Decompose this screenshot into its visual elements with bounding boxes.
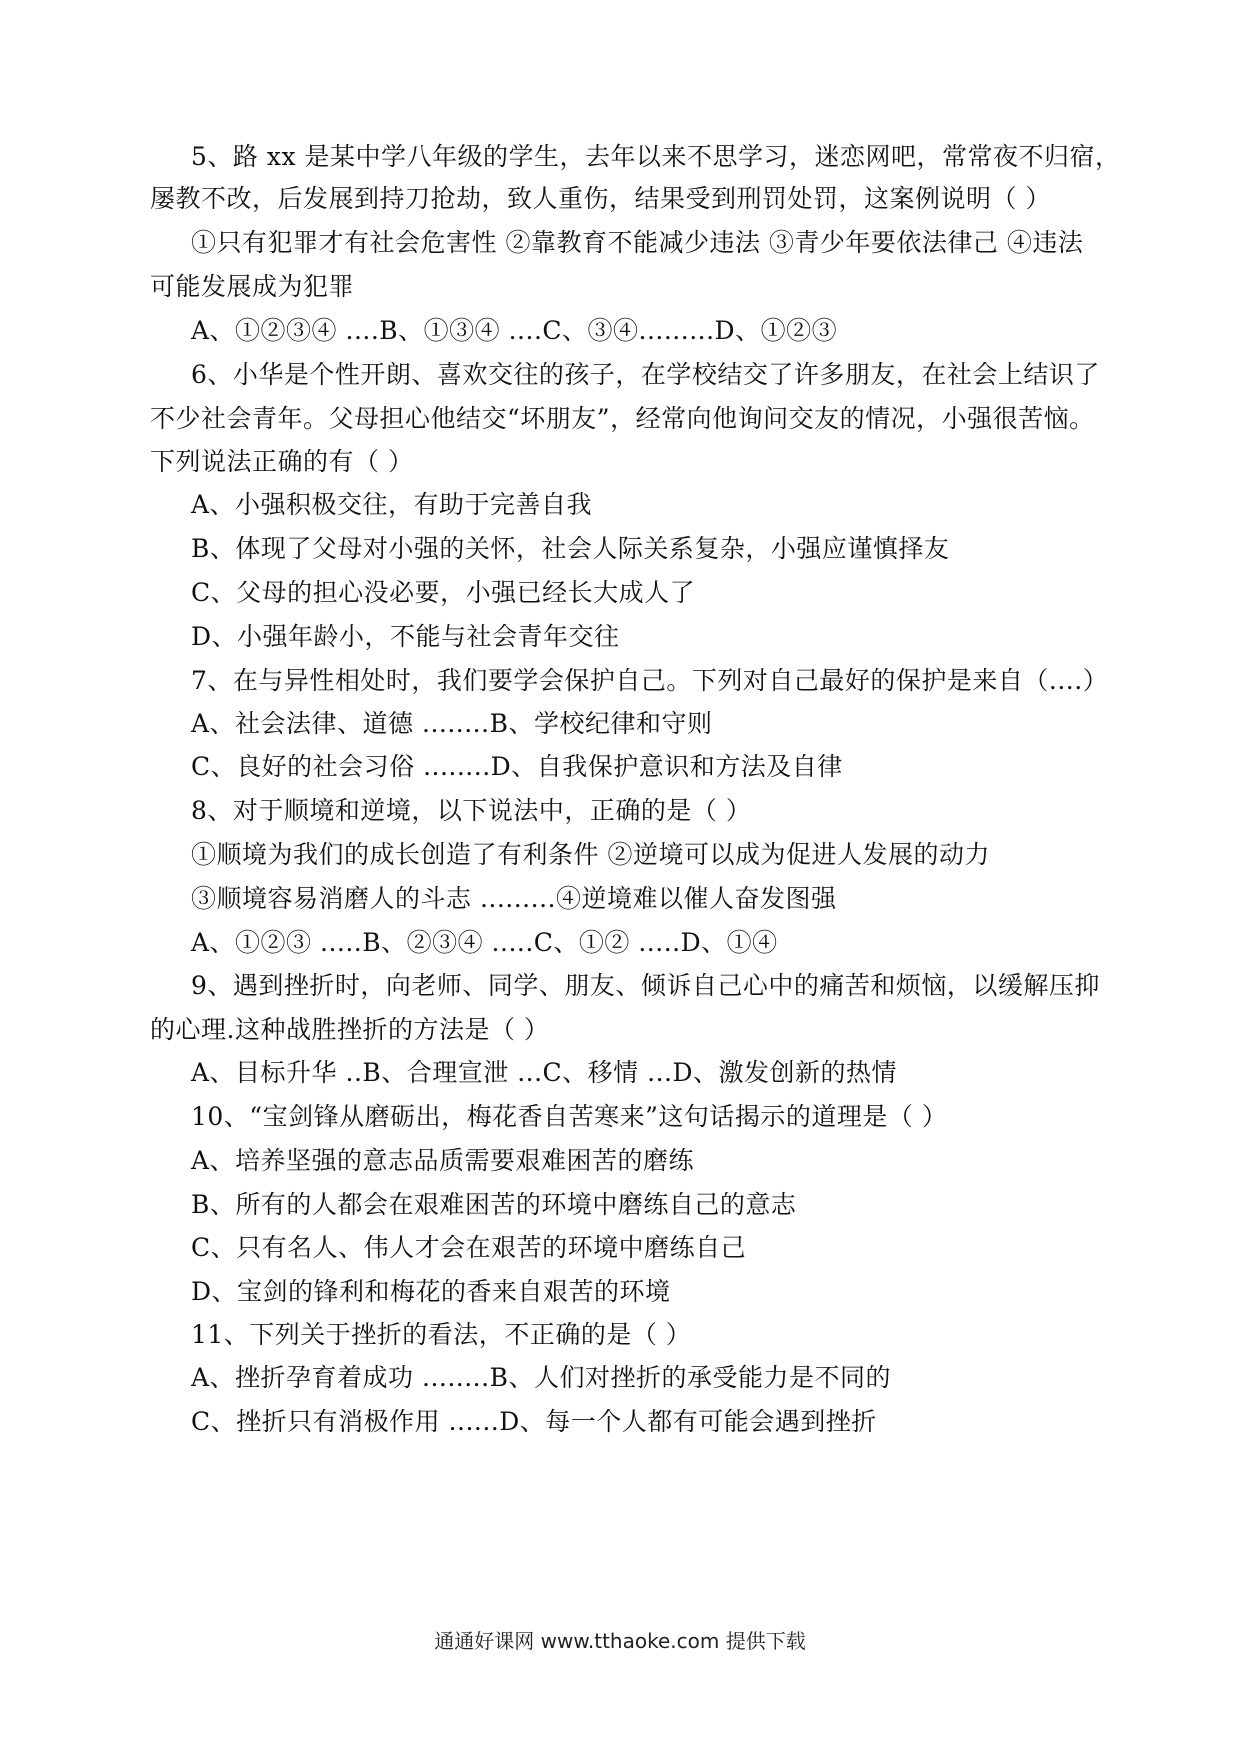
q7-options-line-2: C、良好的社会习俗 ........D、自我保护意识和方法及自律 <box>191 752 843 781</box>
q11-options-line-1: A、挫折孕育着成功 ........B、人们对挫折的承受能力是不同的 <box>191 1363 891 1392</box>
q5-stem-line-1: 5、路 xx 是某中学八年级的学生，去年以来不思学习，迷恋网吧，常常夜不归宿， <box>191 142 1121 171</box>
q6-option-b: B、体现了父母对小强的关怀，社会人际关系复杂，小强应谨慎择友 <box>191 534 950 563</box>
q5-stem-line-2: 屡教不改，后发展到持刀抢劫，致人重伤，结果受到刑罚处罚，这案例说明（ ） <box>150 184 1051 213</box>
q6-stem-line-1: 6、小华是个性开朗、喜欢交往的孩子，在学校结交了许多朋友，在社会上结识了 <box>191 360 1100 389</box>
q5-statements-line-2: 可能发展成为犯罪 <box>150 272 355 301</box>
page-footer: 通通好课网 www.tthaoke.com 提供下载 <box>434 1629 806 1653</box>
q7-options-line-1: A、社会法律、道德 ........B、学校纪律和守则 <box>191 709 713 738</box>
q9-stem-line-1: 9、遇到挫折时，向老师、同学、朋友、倾诉自己心中的痛苦和烦恼，以缓解压抑 <box>191 971 1100 1000</box>
q6-option-d: D、小强年龄小，不能与社会青年交往 <box>191 622 620 651</box>
q10-stem: 10、“宝剑锋从磨砺出，梅花香自苦寒来”这句话揭示的道理是（ ） <box>191 1102 948 1131</box>
q10-option-d: D、宝剑的锋利和梅花的香来自艰苦的环境 <box>191 1277 671 1306</box>
q10-option-a: A、培养坚强的意志品质需要艰难困苦的磨练 <box>191 1146 695 1175</box>
q11-stem: 11、下列关于挫折的看法，不正确的是（ ） <box>191 1320 692 1349</box>
q8-statements-line-2: ③顺境容易消磨人的斗志 .........④逆境难以催人奋发图强 <box>191 884 837 913</box>
q6-option-c: C、父母的担心没必要，小强已经长大成人了 <box>191 578 696 607</box>
q8-stem: 8、对于顺境和逆境，以下说法中，正确的是（ ） <box>191 796 752 825</box>
q11-options-line-2: C、挫折只有消极作用 ......D、每一个人都有可能会遇到挫折 <box>191 1407 877 1436</box>
q10-option-c: C、只有名人、伟人才会在艰苦的环境中磨练自己 <box>191 1233 747 1262</box>
q8-statements-line-1: ①顺境为我们的成长创造了有利条件 ②逆境可以成为促进人发展的动力 <box>191 840 990 869</box>
q5-statements-line-1: ①只有犯罪才有社会危害性 ②靠教育不能减少违法 ③青少年要依法律己 ④违法 <box>191 228 1084 257</box>
q9-stem-line-2: 的心理.这种战胜挫折的方法是（ ） <box>150 1015 550 1044</box>
q6-option-a: A、小强积极交往，有助于完善自我 <box>191 490 593 519</box>
q5-options: A、①②③④ ....B、①③④ ....C、③④.........D、①②③ <box>191 316 838 345</box>
q7-stem: 7、在与异性相处时，我们要学会保护自己。下列对自己最好的保护是来自（....） <box>191 666 1109 695</box>
q8-options: A、①②③ .....B、②③④ .....C、①② .....D、①④ <box>191 928 778 957</box>
q6-stem-line-3: 下列说法正确的有（ ） <box>150 447 414 476</box>
q6-stem-line-2: 不少社会青年。父母担心他结交“坏朋友”，经常向他询问交友的情况，小强很苦恼。 <box>150 404 1095 433</box>
q9-options: A、目标升华 ..B、合理宣泄 ...C、移情 ...D、激发创新的热情 <box>191 1058 898 1087</box>
q10-option-b: B、所有的人都会在艰难困苦的环境中磨练自己的意志 <box>191 1190 797 1219</box>
